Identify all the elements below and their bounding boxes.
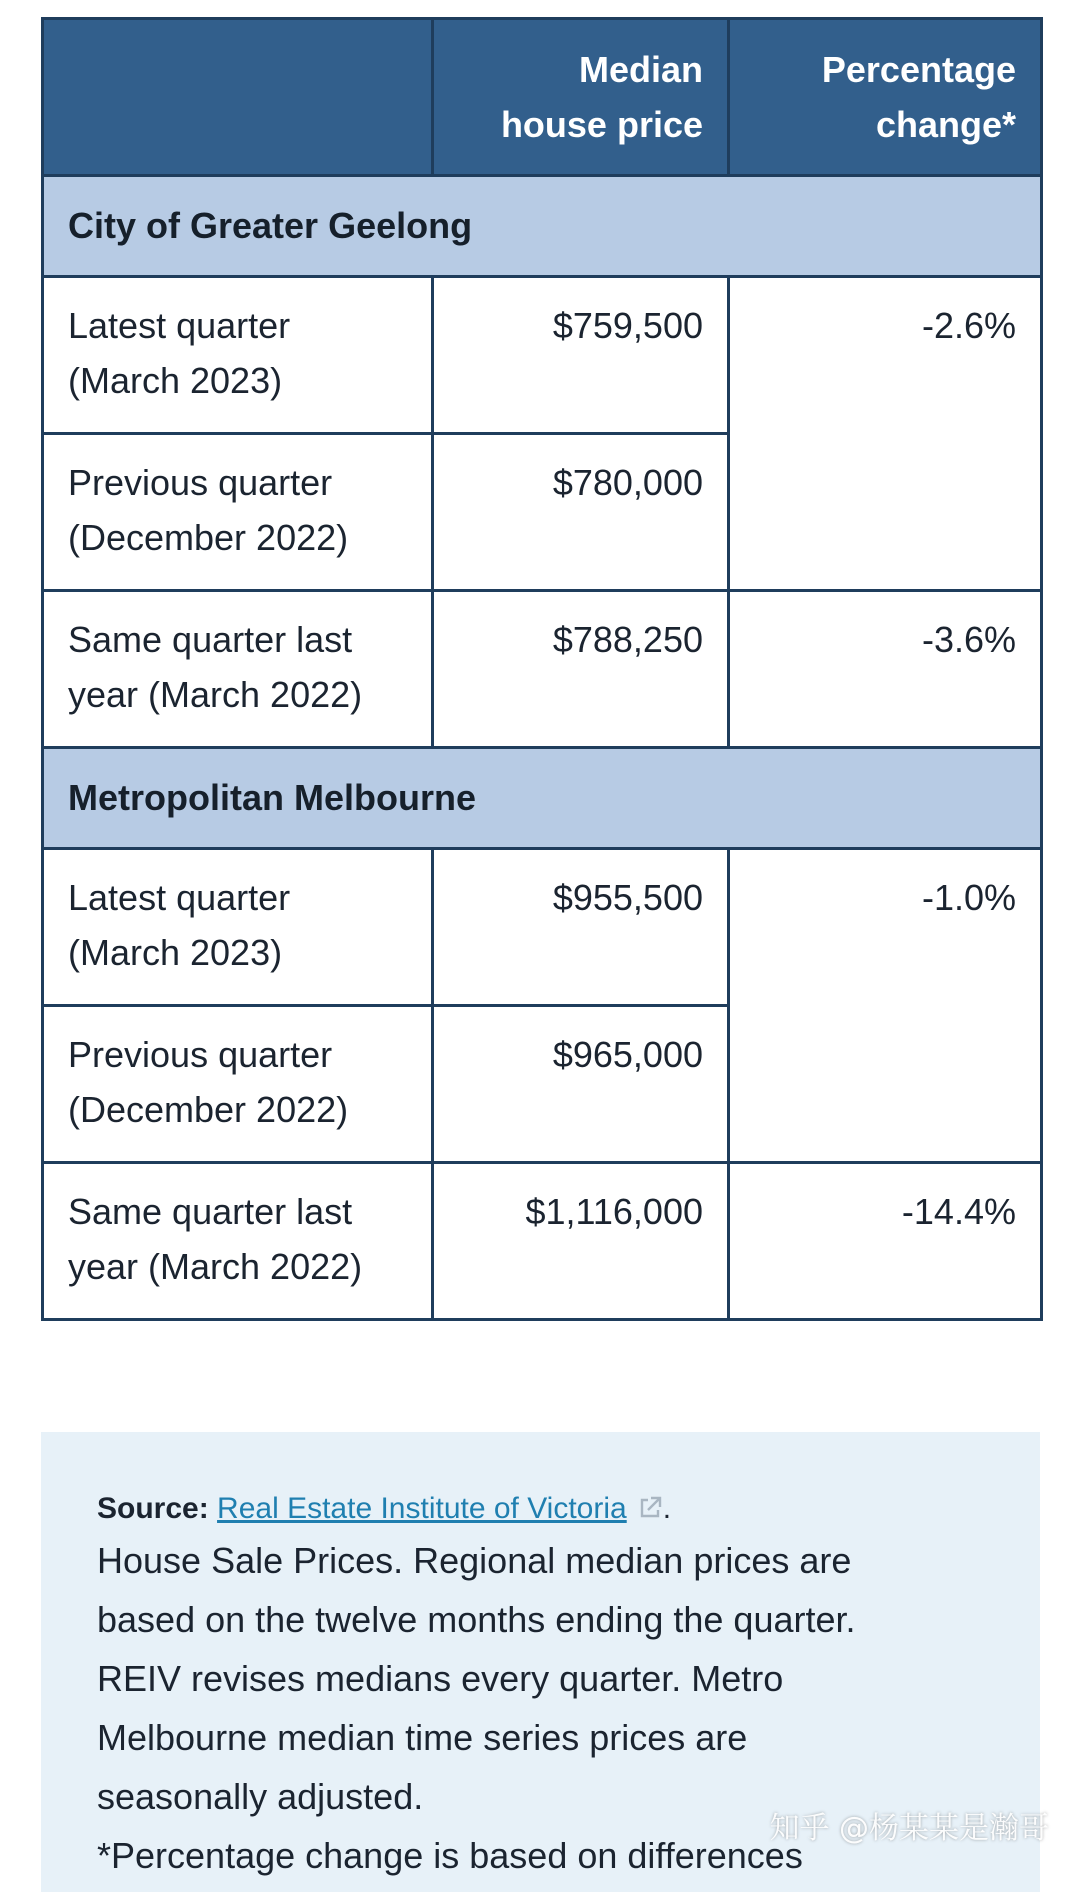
median-price-cell: $955,500 <box>433 849 729 1006</box>
median-price-cell: $1,116,000 <box>433 1163 729 1320</box>
section-row-geelong <box>43 176 1042 277</box>
header-percentage-change: Percentage change* <box>729 19 1042 176</box>
table-header-row <box>43 19 1042 176</box>
row-label: Same quarter last year (March 2022) <box>43 1163 433 1320</box>
row-label: Latest quarter (March 2023) <box>43 277 433 434</box>
watermark-text: 知乎 @杨某某是瀚哥 <box>769 1811 1049 1846</box>
source-line <box>97 1487 984 1531</box>
table-row <box>43 1163 1042 1320</box>
median-price-cell: $965,000 <box>433 1006 729 1163</box>
percentage-change-cell: -14.4% <box>729 1163 1042 1320</box>
median-price-cell: $759,500 <box>433 277 729 434</box>
source-label: Source: <box>97 1492 209 1525</box>
source-link[interactable]: Real Estate Institute of Victoria <box>217 1492 627 1525</box>
row-label: Previous quarter (December 2022) <box>43 1006 433 1163</box>
table-row <box>43 849 1042 1006</box>
row-label: Same quarter last year (March 2022) <box>43 591 433 748</box>
header-blank <box>43 19 433 176</box>
section-title: City of Greater Geelong <box>43 176 1042 277</box>
section-title: Metropolitan Melbourne <box>43 748 1042 849</box>
source-description: House Sale Prices. Regional median prices are based on the twelve months ending the quarter. REIV revises medians every quarter. Metro Melbourne median time series prices are seasonally adjusted. *Percentage change is based on differences <box>97 1540 856 1876</box>
header-median-price: Median house price <box>433 19 729 176</box>
house-price-table <box>41 17 1043 1321</box>
section-row-melbourne <box>43 748 1042 849</box>
source-suffix: . <box>662 1492 672 1525</box>
external-link-icon[interactable] <box>637 1490 663 1516</box>
median-price-cell: $788,250 <box>433 591 729 748</box>
row-label: Latest quarter (March 2023) <box>43 849 433 1006</box>
row-label: Previous quarter (December 2022) <box>43 434 433 591</box>
median-price-cell: $780,000 <box>433 434 729 591</box>
percentage-change-cell: -1.0% <box>729 849 1042 1163</box>
table-row <box>43 591 1042 748</box>
percentage-change-cell: -3.6% <box>729 591 1042 748</box>
percentage-change-cell: -2.6% <box>729 277 1042 591</box>
table-row <box>43 277 1042 434</box>
